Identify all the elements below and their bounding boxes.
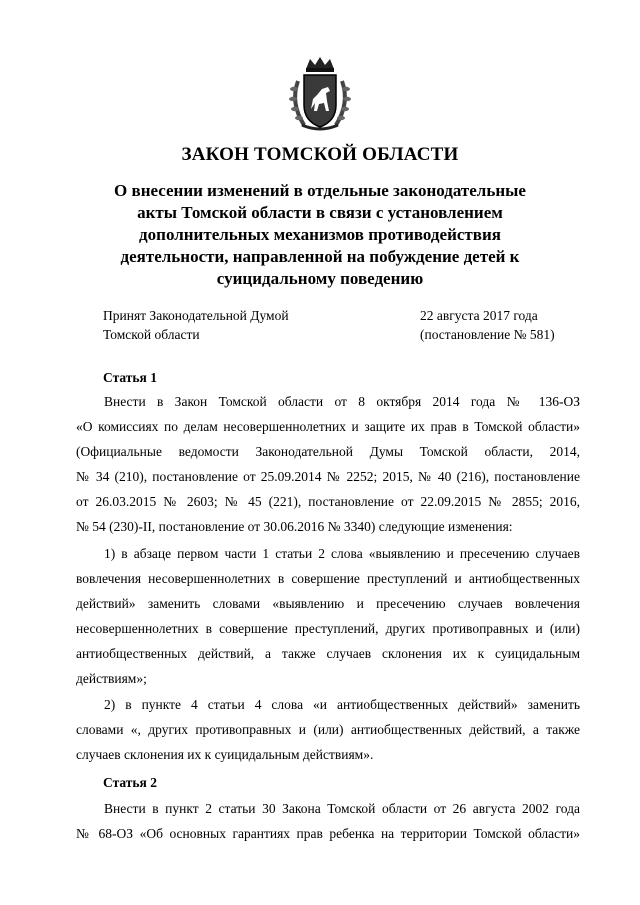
text-line: антиобщественных действий, а также случаев склонения их к суицидальным <box>76 646 580 661</box>
adopted-by <box>103 306 289 344</box>
article-1-intro <box>76 389 580 539</box>
subtitle-line: О внесении изменений в отдельные законодательные <box>114 181 526 200</box>
text-line: № 54 (230)-II, постановление от 30.06.2016 № 3340) следующие изменения: <box>76 519 513 534</box>
article-1-heading: Статья 1 <box>103 370 157 385</box>
text-line: 2) в пункте 4 статьи 4 слова «и антиобщественных действий» заменить <box>104 697 580 712</box>
text-line: № 68-ОЗ «Об основных гарантиях прав ребенка на территории Томской области» <box>76 826 580 841</box>
text-line: «О комиссиях по делам несовершеннолетних и защите их прав в Томской области» <box>76 419 580 434</box>
text-line: действиям»; <box>76 671 147 686</box>
text-line: от 26.03.2015 № 2603; № 45 (221), постановление от 22.09.2015 № 2855; 2016, <box>76 494 580 509</box>
subtitle-line: деятельности, направленной на побуждение детей к <box>120 247 520 266</box>
text-line: Внести в пункт 2 статьи 30 Закона Томской области от 26 августа 2002 года <box>104 801 580 816</box>
subtitle-line: акты Томской области в связи с установлением <box>137 203 503 222</box>
text-line: 1) в абзаце первом части 1 статьи 2 слова «выявлению и пресечению случаев <box>104 546 580 561</box>
text-line: действий» заменить словами «выявлению и пресечению случаев вовлечения <box>76 596 580 611</box>
text-line: несовершеннолетних в совершение преступлений, других противоправных и (или) <box>76 621 580 636</box>
text-line: (Официальные ведомости Законодательной Думы Томской области, 2014, <box>76 444 580 459</box>
adoption-date <box>420 306 555 344</box>
text-line: случаев склонения их к суицидальным действиям». <box>76 747 374 762</box>
adoption-date-line: 22 августа 2017 года <box>420 308 538 323</box>
text-line: словами «, других противоправных и (или) антиобщественных действий, а также <box>76 722 580 737</box>
article-2-heading: Статья 2 <box>103 775 157 790</box>
subtitle-line: суицидальному поведению <box>216 269 424 288</box>
adopted-by-line: Принят Законодательной Думой <box>103 308 289 323</box>
law-title: ЗАКОН ТОМСКОЙ ОБЛАСТИ <box>181 144 459 165</box>
article-2-intro <box>76 796 580 846</box>
tomsk-oblast-coat-of-arms-icon <box>284 55 356 133</box>
article-1-item-2 <box>76 692 580 767</box>
adopted-by-line: Томской области <box>103 327 200 342</box>
subtitle-line: дополнительных механизмов противодействия <box>139 225 501 244</box>
adoption-resolution-line: (постановление № 581) <box>420 327 555 342</box>
text-line: вовлечения несовершеннолетних в совершение преступлений и антиобщественных <box>76 571 580 586</box>
law-subtitle <box>80 180 560 290</box>
text-line: № 34 (210), постановление от 25.09.2014 № 2252; 2015, № 40 (216), постановление <box>76 469 580 484</box>
article-1-item-1 <box>76 541 580 691</box>
text-line: Внести в Закон Томской области от 8 октября 2014 года № 136-ОЗ <box>104 394 580 409</box>
